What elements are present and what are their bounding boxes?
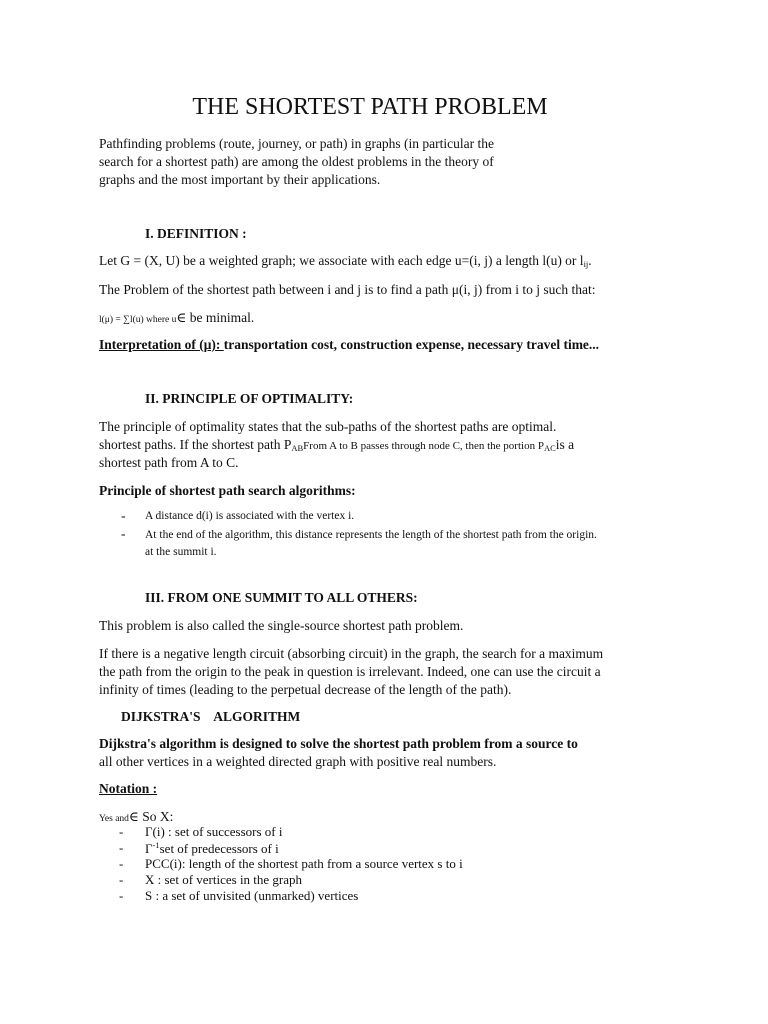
negative-circuit-line-2: the path from the origin to the peak in question is irrelevant. Indeed, one can use the circuit a xyxy=(99,664,601,679)
list-dash: - xyxy=(119,840,124,855)
dijkstra-line-2: all other vertices in a weighted directed graph with positive real numbers. xyxy=(99,754,497,769)
path-ab-subscript: AB xyxy=(291,443,304,453)
principle-heading: Principle of shortest path search algorithms: xyxy=(99,483,356,498)
negative-circuit-line-3: infinity of times (leading to the perpetual decrease of the length of the path). xyxy=(99,682,512,697)
interpretation-line xyxy=(99,336,599,354)
intro-line-2: search for a shortest path) are among the oldest problems in the theory of xyxy=(99,154,494,169)
formula-line xyxy=(99,309,254,329)
notation-item: Γ(i) : set of successors of i xyxy=(145,824,283,839)
negative-circuit-line-1: If there is a negative length circuit (absorbing circuit) in the graph, the search for a maximum xyxy=(99,646,604,661)
list-dash: - xyxy=(119,824,124,839)
optimality-line-3: shortest path from A to C. xyxy=(99,455,239,470)
definition-end: . xyxy=(588,253,592,268)
bullet-dash: - xyxy=(121,526,126,541)
notation-item: S : a set of unvisited (unmarked) vertices xyxy=(145,888,359,903)
bullet-item-continuation: at the summit i. xyxy=(145,546,217,558)
notation-item xyxy=(145,840,279,857)
section-heading-optimality: II. PRINCIPLE OF OPTIMALITY: xyxy=(145,391,354,406)
path-ac-subscript: AC xyxy=(543,443,556,453)
interpretation-label: Interpretation of (μ): xyxy=(99,337,224,352)
optimality-text-b: From A to B passes through node C, then the portion P xyxy=(303,440,544,452)
list-dash: - xyxy=(119,888,124,903)
notation-item: PCC(i): length of the shortest path from a source vertex s to i xyxy=(145,856,463,871)
optimality-line-1: The principle of optimality states that the sub-paths of the shortest paths are optimal. xyxy=(99,419,557,434)
bullet-item: A distance d(i) is associated with the vertex i. xyxy=(145,510,355,522)
list-dash: - xyxy=(119,872,124,887)
bullet-dash: - xyxy=(121,508,126,523)
list-dash: - xyxy=(119,856,124,871)
notation-label: Notation : xyxy=(99,781,158,796)
notation-item: X : set of vertices in the graph xyxy=(145,872,303,887)
definition-line-2: The Problem of the shortest path between i and j is to find a path μ(i, j) from i to j such that: xyxy=(99,282,596,297)
dijkstra-line-1: Dijkstra's algorithm is designed to solve the shortest path problem from a source to xyxy=(99,736,578,751)
inverse-superscript: -1 xyxy=(152,840,160,850)
definition-line-1 xyxy=(99,252,592,273)
one-to-all-line-1: This problem is also called the single-source shortest path problem. xyxy=(99,618,464,633)
formula-text: l(μ) = ∑l(u) where u xyxy=(99,315,177,325)
edge-subscript: ij xyxy=(583,259,589,269)
optimality-text-c: is a xyxy=(555,437,575,452)
definition-text: Let G = (X, U) be a weighted graph; we associate with each edge u=(i, j) a length l(u) or l xyxy=(99,253,584,268)
formula-end: ∈ be minimal. xyxy=(176,310,255,325)
bullet-item: At the end of the algorithm, this distance represents the length of the shortest path from the origin. xyxy=(145,529,597,541)
section-heading-definition: I. DEFINITION : xyxy=(145,226,247,241)
page-title: THE SHORTEST PATH PROBLEM xyxy=(192,94,548,120)
notation-intro-rest: ∈ So X: xyxy=(128,809,174,824)
gamma-symbol: Γ xyxy=(145,841,153,856)
interpretation-text: transportation cost, construction expense, necessary travel time... xyxy=(223,337,600,352)
notation-intro-small: Yes and xyxy=(99,814,129,824)
intro-line-1: Pathfinding problems (route, journey, or path) in graphs (in particular the xyxy=(99,136,495,151)
dijkstra-heading: DIJKSTRA'S ALGORITHM xyxy=(121,709,301,724)
optimality-text-a: shortest paths. If the shortest path P xyxy=(99,437,292,452)
section-heading-one-to-all: III. FROM ONE SUMMIT TO ALL OTHERS: xyxy=(145,590,418,605)
intro-line-3: graphs and the most important by their applications. xyxy=(99,172,381,187)
notation-item-text: set of predecessors of i xyxy=(159,841,279,856)
